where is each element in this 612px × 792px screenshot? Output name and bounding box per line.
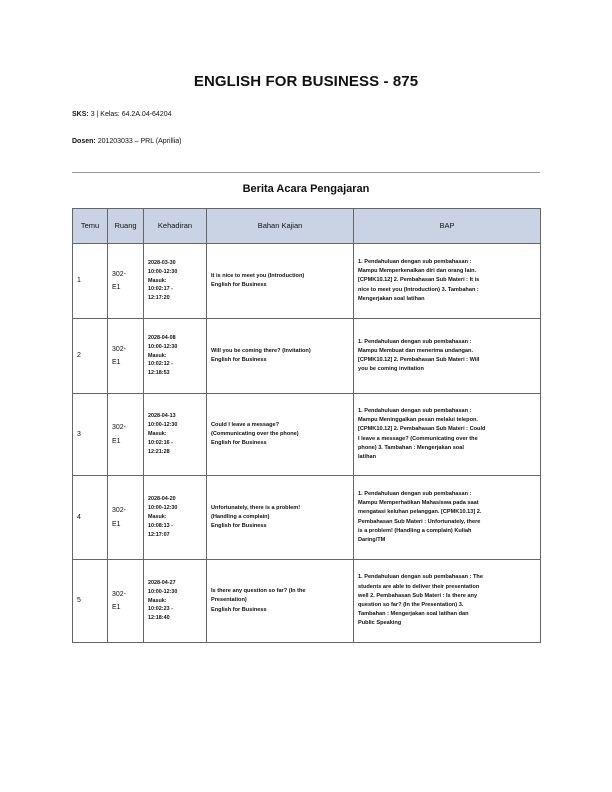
bahan-line: Presentation) — [211, 597, 247, 604]
table-row — [73, 394, 541, 476]
kehadiran-line: 10:00-12:30 — [148, 343, 178, 350]
bahan-line: (Communicating over the phone) — [211, 430, 299, 437]
bap-line: you be coming invitation — [358, 366, 424, 373]
bap-line: Daring/TM — [358, 536, 386, 543]
bap-line: question so far? (In the Presentation) 3. — [358, 602, 464, 608]
bap-line: phone) 3. Tambahan : Mengerjakan soal — [358, 444, 464, 451]
bahan-line: English for Business — [211, 523, 267, 530]
divider — [72, 172, 540, 173]
bahan-kajian-cell — [207, 476, 354, 560]
bahan-line: English for Business — [211, 440, 267, 447]
kehadiran-line: 2028-04-13 — [148, 413, 176, 420]
kehadiran-line: 12:21:28 — [148, 448, 170, 455]
table-row — [73, 244, 541, 319]
ruang-line: 302- — [112, 507, 127, 515]
kehadiran-cell — [144, 560, 207, 643]
bahan-line: English for Business — [211, 282, 267, 288]
bap-line: latihan — [358, 453, 377, 460]
bahan-line: Could I leave a message? — [211, 421, 280, 428]
temu-cell: 3 — [73, 394, 108, 476]
kehadiran-line: 10:00-12:30 — [148, 268, 178, 275]
ruang-line: E1 — [112, 520, 121, 528]
kehadiran-line: 12:17:20 — [148, 295, 170, 302]
teaching-record-table — [72, 208, 541, 643]
header-bahan-kajian: Bahan Kajian — [207, 209, 354, 244]
bahan-line: English for Business — [211, 357, 267, 363]
kehadiran-line: 10:00-12:30 — [148, 505, 178, 512]
temu-cell: 1 — [73, 244, 108, 319]
bahan-line: Is there any question so far? (In the — [211, 588, 306, 595]
table-row — [73, 476, 541, 560]
bap-cell — [354, 319, 541, 394]
kehadiran-line: Masuk: — [148, 431, 167, 438]
kehadiran-cell — [144, 319, 207, 394]
bahan-line: It is nice to meet you (Introduction) — [211, 272, 305, 279]
kehadiran-line: 10:02:23 - — [148, 606, 173, 613]
lecturer-info — [72, 138, 181, 145]
bap-line: 1. Pendahuluan dengan sub pembahasan : — [358, 490, 472, 497]
ruang-line: 302- — [112, 345, 127, 353]
bap-line: Pembahasan Sub Materi : Unfortunately, there — [358, 518, 481, 525]
bap-line: [CPMK10.12] 2. Pembahasan Sub Materi : It is — [358, 277, 480, 284]
ruang-line: 302- — [112, 424, 127, 432]
kehadiran-line: Masuk: — [148, 352, 167, 359]
sks-label: SKS: — [72, 111, 89, 118]
ruang-line: 302- — [112, 590, 127, 598]
kehadiran-cell — [144, 244, 207, 319]
bahan-kajian-cell — [207, 560, 354, 643]
bap-line: mengatasi keluhan pelanggan. [CPMK10.13] 2. — [358, 509, 482, 516]
bahan-line: Will you be coming there? (Invitation) — [211, 347, 311, 354]
course-info — [72, 111, 172, 118]
kehadiran-line: 12:18:53 — [148, 370, 170, 377]
kehadiran-line: 10:02:12 - — [148, 361, 173, 368]
kehadiran-line: 2028-04-08 — [148, 334, 176, 341]
sks-class-value: 3 | Kelas: 64.2A.04-64204 — [90, 111, 172, 118]
bap-cell — [354, 476, 541, 560]
kehadiran-line: 10:02:17 - — [148, 286, 173, 293]
dosen-value: 201203033 – PRL (Aprillia) — [97, 138, 182, 145]
dosen-label: Dosen: — [72, 138, 96, 145]
header-kehadiran: Kehadiran — [144, 209, 207, 244]
ruang-cell — [108, 244, 144, 319]
ruang-cell — [108, 319, 144, 394]
kehadiran-line: 2028-03-30 — [148, 259, 176, 266]
bap-line: 1. Pendahuluan dengan sub pembahasan : — [358, 338, 472, 345]
header-ruang: Ruang — [108, 209, 144, 244]
bap-line: 1. Pendahuluan dengan sub pembahasan : The — [358, 574, 483, 581]
temu-cell: 5 — [73, 560, 108, 643]
header-temu: Temu — [73, 209, 108, 244]
bap-cell — [354, 394, 541, 476]
bap-line: Mengerjakan soal latihan — [358, 295, 425, 302]
kehadiran-cell — [144, 394, 207, 476]
kehadiran-line: 10:00-12:30 — [148, 422, 178, 429]
bap-line: [CPMK10.12] 2. Pembahasan Sub Materi : Could — [358, 426, 486, 433]
temu-cell: 4 — [73, 476, 108, 560]
bap-line: 1. Pendahuluan dengan sub pembahasan : — [358, 407, 472, 414]
bap-line: students are able to deliver their presentation — [358, 583, 480, 590]
kehadiran-line: 12:18:40 — [148, 615, 170, 622]
bahan-line: (Handling a complain) — [211, 513, 270, 520]
bap-line: Mampu Meninggalkan pesan melalui telepon. — [358, 417, 478, 424]
kehadiran-line: 10:08:13 - — [148, 522, 173, 529]
ruang-cell — [108, 394, 144, 476]
kehadiran-line: Masuk: — [148, 277, 167, 284]
header-bap: BAP — [354, 209, 541, 244]
ruang-line: E1 — [112, 437, 121, 445]
kehadiran-cell — [144, 476, 207, 560]
bap-line: nice to meet you (Introduction) 3. Tambahan : — [358, 286, 479, 293]
table-row — [73, 319, 541, 394]
bap-line: 1. Pendahuluan dengan sub pembahasan : — [358, 258, 472, 265]
table-header-row — [73, 209, 541, 244]
ruang-cell — [108, 476, 144, 560]
ruang-line: 302- — [112, 270, 127, 278]
course-title: ENGLISH FOR BUSINESS - 875 — [193, 73, 419, 90]
bahan-line: Unfortunately, there is a problem! — [211, 504, 301, 511]
table-row — [73, 560, 541, 643]
kehadiran-line: 10:00-12:30 — [148, 588, 178, 595]
bap-line: Public Speaking — [358, 620, 402, 627]
kehadiran-line: 10:02:16 - — [148, 439, 173, 446]
bap-line: Mampu Memperhatikan Mahasiswa pada saat — [358, 500, 479, 507]
kehadiran-line: 12:17:07 — [148, 531, 170, 538]
ruang-line: E1 — [112, 284, 121, 291]
bap-line: is a problem! (Handling a complain) Kuliah — [358, 527, 472, 534]
bap-line: Mampu Memperkenalkan diri dan orang lain. — [358, 268, 477, 275]
kehadiran-line: Masuk: — [148, 514, 167, 521]
bap-line: Mampu Membuat dan menerima undangan. — [358, 347, 473, 354]
bahan-kajian-cell — [207, 319, 354, 394]
section-title: Berita Acara Pengajaran — [242, 183, 370, 195]
bap-line: [CPMK10.12] 2. Pembahasan Sub Materi : Will — [358, 357, 480, 363]
bap-line: I leave a message? (Communicating over the — [358, 435, 478, 442]
kehadiran-line: Masuk: — [148, 597, 167, 604]
kehadiran-line: 2028-04-20 — [148, 496, 176, 503]
temu-cell: 2 — [73, 319, 108, 394]
kehadiran-line: 2028-04-27 — [148, 579, 176, 586]
ruang-cell — [108, 560, 144, 643]
ruang-line: E1 — [112, 604, 121, 611]
bap-cell — [354, 244, 541, 319]
bahan-kajian-cell — [207, 394, 354, 476]
ruang-line: E1 — [112, 359, 121, 366]
bahan-kajian-cell — [207, 244, 354, 319]
bap-cell — [354, 560, 541, 643]
bap-line: well 2. Pembahasan Sub Materi : Is there any — [358, 592, 478, 599]
bahan-line: English for Business — [211, 606, 267, 613]
bap-line: Tambahan : Mengerjakan soal latihan dan — [358, 611, 469, 618]
table-body — [73, 244, 541, 643]
